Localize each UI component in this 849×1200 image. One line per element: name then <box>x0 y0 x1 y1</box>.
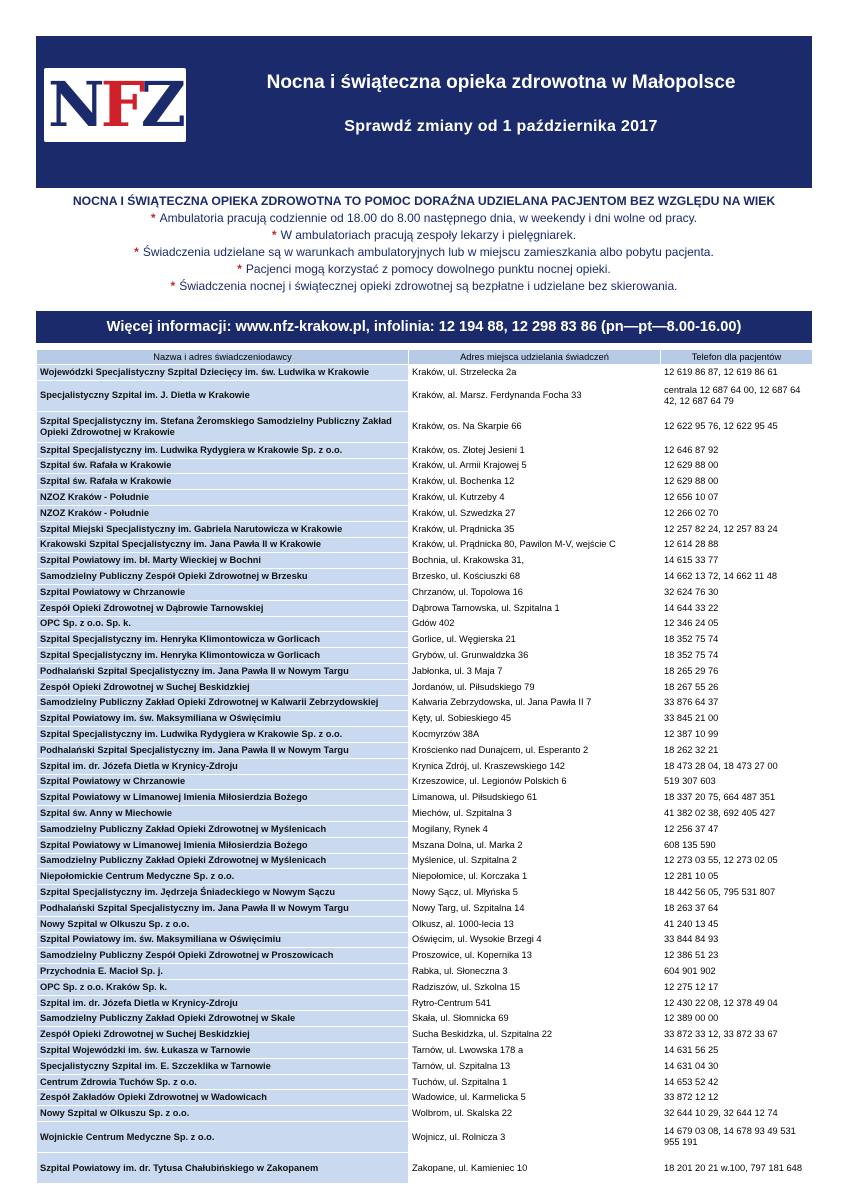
address-cell: Proszowice, ul. Kopernika 13 <box>409 948 661 964</box>
table-header-row <box>37 350 813 365</box>
table-row <box>37 1058 813 1074</box>
phone-cell: 18 263 37 64 <box>661 900 813 916</box>
address-cell: Oświęcim, ul. Wysokie Brzegi 4 <box>409 932 661 948</box>
info-point: * Ambulatoria pracują codziennie od 18.00 do 8.00 następnego dnia, w weekendy i dni wolne od pracy. <box>150 211 698 225</box>
name-cell: Samodzielny Publiczny Zakład Opieki Zdrowotnej w Myślenicach <box>37 853 409 869</box>
nfz-logo-text: NFZ <box>48 68 182 141</box>
address-cell: Gdów 402 <box>409 616 661 632</box>
name-cell: Szpital Powiatowy im. św. Maksymiliana w Oświęcimiu <box>37 932 409 948</box>
name-cell: Podhalański Szpital Specjalistyczny im. Jana Pawła II w Nowym Targu <box>37 900 409 916</box>
table-row <box>37 1011 813 1027</box>
phone-cell: 12 646 87 92 <box>661 442 813 458</box>
nfz-logo <box>44 68 186 142</box>
address-cell: Kęty, ul. Sobieskiego 45 <box>409 711 661 727</box>
phone-cell: 18 442 56 05, 795 531 807 <box>661 885 813 901</box>
address-cell: Chrzanów, ul. Topolowa 16 <box>409 584 661 600</box>
name-cell: Samodzielny Publiczny Zakład Opieki Zdrowotnej w Skale <box>37 1011 409 1027</box>
column-header-phone: Telefon dla pacjentów <box>661 350 813 365</box>
star-icon: * <box>237 262 242 276</box>
address-cell: Krzeszowice, ul. Legionów Polskich 6 <box>409 774 661 790</box>
table-row <box>37 979 813 995</box>
address-cell: Mogilany, Rynek 4 <box>409 821 661 837</box>
name-cell: Przychodnia E. Macioł Sp. j. <box>37 964 409 980</box>
address-cell: Brzesko, ul. Kościuszki 68 <box>409 569 661 585</box>
table-body <box>37 365 813 1184</box>
table-row <box>37 648 813 664</box>
table-row <box>37 632 813 648</box>
table-row <box>37 1074 813 1090</box>
name-cell: Centrum Zdrowia Tuchów Sp. z o.o. <box>37 1074 409 1090</box>
name-cell: Szpital Wojewódzki im. św. Łukasza w Tarnowie <box>37 1043 409 1059</box>
address-cell: Nowy Targ, ul. Szpitalna 14 <box>409 900 661 916</box>
phone-cell: 14 679 03 08, 14 678 93 49 531 955 191 <box>661 1122 813 1153</box>
table-row <box>37 806 813 822</box>
address-cell: Niepołomice, ul. Korczaka 1 <box>409 869 661 885</box>
phone-cell: 14 644 33 22 <box>661 600 813 616</box>
name-cell: Szpital Powiatowy im. bł. Marty Wieckiej w Bochni <box>37 553 409 569</box>
table-row <box>37 995 813 1011</box>
address-cell: Rabka, ul. Słoneczna 3 <box>409 964 661 980</box>
address-cell: Jabłonka, ul. 3 Maja 7 <box>409 663 661 679</box>
name-cell: NZOZ Kraków - Południe <box>37 505 409 521</box>
name-cell: Szpital Miejski Specjalistyczny im. Gabriela Narutowicza w Krakowie <box>37 521 409 537</box>
name-cell: Szpital im. dr. Józefa Dietla w Krynicy-Zdroju <box>37 758 409 774</box>
header-banner <box>36 36 812 188</box>
table-row <box>37 521 813 537</box>
address-cell: Kraków, os. Na Skarpie 66 <box>409 411 661 442</box>
name-cell: Szpital Powiatowy im. św. Maksymiliana w Oświęcimiu <box>37 711 409 727</box>
phone-cell: 33 845 21 00 <box>661 711 813 727</box>
phone-cell: 14 631 04 30 <box>661 1058 813 1074</box>
name-cell: Specjalistyczny Szpital im. E. Szczeklika w Tarnowie <box>37 1058 409 1074</box>
table-row <box>37 821 813 837</box>
phone-cell: 12 387 10 99 <box>661 727 813 743</box>
table-row <box>37 758 813 774</box>
facilities-table <box>36 349 813 1184</box>
name-cell: Szpital Powiatowy w Limanowej Imienia Miłosierdzia Bożego <box>37 837 409 853</box>
address-cell: Krynica Zdrój, ul. Kraszewskiego 142 <box>409 758 661 774</box>
table-row <box>37 964 813 980</box>
phone-cell: 18 265 29 76 <box>661 663 813 679</box>
address-cell: Kraków, al. Marsz. Ferdynanda Focha 33 <box>409 380 661 411</box>
address-cell: Tarnów, ul. Szpitalna 13 <box>409 1058 661 1074</box>
address-cell: Miechów, ul. Szpitalna 3 <box>409 806 661 822</box>
table-row <box>37 711 813 727</box>
table-row <box>37 584 813 600</box>
address-cell: Jordanów, ul. Piłsudskiego 79 <box>409 679 661 695</box>
phone-cell: 14 631 56 25 <box>661 1043 813 1059</box>
phone-cell: 12 256 37 47 <box>661 821 813 837</box>
name-cell: Podhalański Szpital Specjalistyczny im. Jana Pawła II w Nowym Targu <box>37 742 409 758</box>
table-row <box>37 948 813 964</box>
phone-cell: 12 389 00 00 <box>661 1011 813 1027</box>
name-cell: Krakowski Szpital Specjalistyczny im. Jana Pawła II w Krakowie <box>37 537 409 553</box>
address-cell: Tuchów, ul. Szpitalna 1 <box>409 1074 661 1090</box>
address-cell: Sucha Beskidzka, ul. Szpitalna 22 <box>409 1027 661 1043</box>
name-cell: Samodzielny Publiczny Zespół Opieki Zdrowotnej w Brzesku <box>37 569 409 585</box>
table-row <box>37 505 813 521</box>
phone-cell: 12 346 24 05 <box>661 616 813 632</box>
table-row <box>37 616 813 632</box>
address-cell: Kraków, ul. Kutrzeby 4 <box>409 490 661 506</box>
address-cell: Limanowa, ul. Piłsudskiego 61 <box>409 790 661 806</box>
name-cell: Wojnickie Centrum Medyczne Sp. z o.o. <box>37 1122 409 1153</box>
table-row <box>37 380 813 411</box>
phone-cell: 12 619 86 87, 12 619 86 61 <box>661 365 813 381</box>
phone-cell: 604 901 902 <box>661 964 813 980</box>
address-cell: Kraków, ul. Prądnicka 35 <box>409 521 661 537</box>
phone-cell: 12 266 02 70 <box>661 505 813 521</box>
name-cell: Niepołomickie Centrum Medyczne Sp. z o.o. <box>37 869 409 885</box>
table-row <box>37 1122 813 1153</box>
phone-cell: 12 622 95 76, 12 622 95 45 <box>661 411 813 442</box>
table-row <box>37 490 813 506</box>
phone-cell: 18 267 55 26 <box>661 679 813 695</box>
address-cell: Kraków, ul. Prądnicka 80, Pawilon M-V, wejście C <box>409 537 661 553</box>
phone-cell: 32 624 76 30 <box>661 584 813 600</box>
address-cell: Kocmyrzów 38A <box>409 727 661 743</box>
name-cell: Szpital Powiatowy w Chrzanowie <box>37 774 409 790</box>
table-row <box>37 790 813 806</box>
table-row <box>37 916 813 932</box>
name-cell: Szpital Specjalistyczny im. Stefana Żeromskiego Samodzielny Publiczny Zakład Opieki Zdrowotnej w Krakowie <box>37 411 409 442</box>
address-cell: Mszana Dolna, ul. Marka 2 <box>409 837 661 853</box>
table-row <box>37 679 813 695</box>
table-row <box>37 553 813 569</box>
page-subtitle: Sprawdź zmiany od 1 października 2017 <box>344 118 658 135</box>
table-row <box>37 885 813 901</box>
name-cell: Szpital Specjalistyczny im. Henryka Klimontowicza w Gorlicach <box>37 648 409 664</box>
column-header-address: Adres miejsca udzielania świadczeń <box>409 350 661 365</box>
phone-cell: 12 629 88 00 <box>661 458 813 474</box>
page-title: Nocna i świąteczna opieka zdrowotna w Małopolsce <box>266 72 736 93</box>
table-row <box>37 1090 813 1106</box>
table-row <box>37 932 813 948</box>
table-row <box>37 1153 813 1184</box>
name-cell: Podhalański Szpital Specjalistyczny im. Jana Pawła II w Nowym Targu <box>37 663 409 679</box>
table-row <box>37 695 813 711</box>
name-cell: Szpital im. dr. Józefa Dietla w Krynicy-Zdroju <box>37 995 409 1011</box>
name-cell: Zespół Opieki Zdrowotnej w Dąbrowie Tarnowskiej <box>37 600 409 616</box>
name-cell: Szpital Powiatowy w Chrzanowie <box>37 584 409 600</box>
address-cell: Tarnów, ul. Lwowska 178 a <box>409 1043 661 1059</box>
phone-cell: 14 615 33 77 <box>661 553 813 569</box>
table-row <box>37 774 813 790</box>
phone-cell: 33 844 84 93 <box>661 932 813 948</box>
table-row <box>37 474 813 490</box>
address-cell: Kraków, ul. Szwedzka 27 <box>409 505 661 521</box>
table-row <box>37 742 813 758</box>
phone-cell: 33 872 33 12, 33 872 33 67 <box>661 1027 813 1043</box>
info-point: * Pacjenci mogą korzystać z pomocy dowolnego punktu nocnej opieki. <box>237 262 611 276</box>
address-cell: Skała, ul. Słomnicka 69 <box>409 1011 661 1027</box>
phone-cell: 12 273 03 55, 12 273 02 05 <box>661 853 813 869</box>
address-cell: Wolbrom, ul. Skalska 22 <box>409 1106 661 1122</box>
phone-cell: 12 281 10 05 <box>661 869 813 885</box>
address-cell: Wadowice, ul. Karmelicka 5 <box>409 1090 661 1106</box>
phone-cell: 32 644 10 29, 32 644 12 74 <box>661 1106 813 1122</box>
address-cell: Zakopane, ul. Kamieniec 10 <box>409 1153 661 1184</box>
name-cell: Zespół Zakładów Opieki Zdrowotnej w Wadowicach <box>37 1090 409 1106</box>
name-cell: Samodzielny Publiczny Zespół Opieki Zdrowotnej w Proszowicach <box>37 948 409 964</box>
phone-cell: 41 382 02 38, 692 405 427 <box>661 806 813 822</box>
address-cell: Kalwaria Zebrzydowska, ul. Jana Pawła II 7 <box>409 695 661 711</box>
star-icon: * <box>150 211 156 225</box>
address-cell: Myślenice, ul. Szpitalna 2 <box>409 853 661 869</box>
table-row <box>37 1043 813 1059</box>
phone-cell: 33 872 12 12 <box>661 1090 813 1106</box>
address-cell: Kraków, ul. Bochenka 12 <box>409 474 661 490</box>
name-cell: Szpital Powiatowy im. dr. Tytusa Chałubińskiego w Zakopanem <box>37 1153 409 1184</box>
table-row <box>37 727 813 743</box>
name-cell: Nowy Szpital w Olkuszu Sp. z o.o. <box>37 1106 409 1122</box>
star-icon: * <box>271 228 277 242</box>
address-cell: Kraków, ul. Strzelecka 2a <box>409 365 661 381</box>
table-row <box>37 537 813 553</box>
table-row <box>37 365 813 381</box>
name-cell: Szpital św. Anny w Miechowie <box>37 806 409 822</box>
name-cell: Wojewódzki Specjalistyczny Szpital Dziecięcy im. św. Ludwika w Krakowie <box>37 365 409 381</box>
address-cell: Dąbrowa Tarnowska, ul. Szpitalna 1 <box>409 600 661 616</box>
address-cell: Nowy Sącz, ul. Młyńska 5 <box>409 885 661 901</box>
address-cell: Olkusz, al. 1000-lecia 13 <box>409 916 661 932</box>
phone-cell: 18 352 75 74 <box>661 648 813 664</box>
address-cell: Gorlice, ul. Węgierska 21 <box>409 632 661 648</box>
phone-cell: 12 386 51 23 <box>661 948 813 964</box>
name-cell: Szpital Powiatowy w Limanowej Imienia Miłosierdzia Bożego <box>37 790 409 806</box>
name-cell: Samodzielny Publiczny Zakład Opieki Zdrowotnej w Myślenicach <box>37 821 409 837</box>
name-cell: Nowy Szpital w Olkuszu Sp. z o.o. <box>37 916 409 932</box>
address-cell: Kraków, ul. Armii Krajowej 5 <box>409 458 661 474</box>
phone-cell: 18 201 20 21 w.100, 797 181 648 <box>661 1153 813 1184</box>
name-cell: Szpital Specjalistyczny im. Ludwika Rydygiera w Krakowie Sp. z o.o. <box>37 442 409 458</box>
address-cell: Kraków, os. Złotej Jesieni 1 <box>409 442 661 458</box>
phone-cell: 33 876 64 37 <box>661 695 813 711</box>
table-row <box>37 569 813 585</box>
phone-cell: 12 430 22 08, 12 378 49 04 <box>661 995 813 1011</box>
address-cell: Wojnicz, ul. Rolnicza 3 <box>409 1122 661 1153</box>
phone-cell: 608 135 590 <box>661 837 813 853</box>
phone-cell: 18 337 20 75, 664 487 351 <box>661 790 813 806</box>
name-cell: Szpital Specjalistyczny im. Henryka Klimontowicza w Gorlicach <box>37 632 409 648</box>
info-section <box>36 193 812 295</box>
phone-cell: 18 262 32 21 <box>661 742 813 758</box>
name-cell: Szpital Specjalistyczny im. Ludwika Rydygiera w Krakowie Sp. z o.o. <box>37 727 409 743</box>
table-row <box>37 411 813 442</box>
star-icon: * <box>134 245 139 259</box>
phone-cell: 14 662 13 72, 14 662 11 48 <box>661 569 813 585</box>
info-point: * Świadczenia udzielane są w warunkach ambulatoryjnych lub w miejscu zamieszkania albo pobytu pacjenta. <box>134 245 714 259</box>
phone-cell: 18 473 28 04, 18 473 27 00 <box>661 758 813 774</box>
name-cell: Szpital św. Rafała w Krakowie <box>37 474 409 490</box>
phone-cell: 519 307 603 <box>661 774 813 790</box>
info-point: * Świadczenia nocnej i świątecznej opieki zdrowotnej są bezpłatne i udzielane bez skierowania. <box>170 279 678 293</box>
name-cell: OPC Sp. z o.o. Kraków Sp. k. <box>37 979 409 995</box>
phone-cell: 41 240 13 45 <box>661 916 813 932</box>
name-cell: NZOZ Kraków - Południe <box>37 490 409 506</box>
name-cell: Specjalistyczny Szpital im. J. Dietla w Krakowie <box>37 380 409 411</box>
table-row <box>37 663 813 679</box>
name-cell: Szpital św. Rafała w Krakowie <box>37 458 409 474</box>
more-info-bar: Więcej informacji: www.nfz-krakow.pl, infolinia: 12 194 88, 12 298 83 86 (pn—pt—8.00-16.00) <box>36 311 812 343</box>
table-row <box>37 1106 813 1122</box>
phone-cell: 12 257 82 24, 12 257 83 24 <box>661 521 813 537</box>
phone-cell: 12 614 28 88 <box>661 537 813 553</box>
table-row <box>37 442 813 458</box>
info-point: * W ambulatoriach pracują zespoły lekarzy i pielęgniarek. <box>271 228 577 242</box>
name-cell: Samodzielny Publiczny Zakład Opieki Zdrowotnej w Kalwarii Zebrzydowskiej <box>37 695 409 711</box>
table-row <box>37 900 813 916</box>
name-cell: Zespół Opieki Zdrowotnej w Suchej Beskidzkiej <box>37 1027 409 1043</box>
name-cell: Zespół Opieki Zdrowotnej w Suchej Beskidzkiej <box>37 679 409 695</box>
table-row <box>37 600 813 616</box>
table-row <box>37 458 813 474</box>
name-cell: Szpital Specjalistyczny im. Jędrzeja Śniadeckiego w Nowym Sączu <box>37 885 409 901</box>
address-cell: Krościenko nad Dunajcem, ul. Esperanto 2 <box>409 742 661 758</box>
address-cell: Bochnia, ul. Krakowska 31, <box>409 553 661 569</box>
phone-cell: 14 653 52 42 <box>661 1074 813 1090</box>
info-lead: NOCNA I ŚWIĄTECZNA OPIEKA ZDROWOTNA TO POMOC DORAŹNA UDZIELANA PACJENTOM BEZ WZGLĘDU NA WIEK <box>72 194 776 208</box>
table-row <box>37 869 813 885</box>
name-cell: OPC Sp. z o.o. Sp. k. <box>37 616 409 632</box>
phone-cell: 12 629 88 00 <box>661 474 813 490</box>
table-row <box>37 837 813 853</box>
column-header-name: Nazwa i adres świadczeniodawcy <box>37 350 409 365</box>
address-cell: Rytro-Centrum 541 <box>409 995 661 1011</box>
phone-cell: 12 656 10 07 <box>661 490 813 506</box>
phone-cell: centrala 12 687 64 00, 12 687 64 42, 12 687 64 79 <box>661 380 813 411</box>
table-row <box>37 853 813 869</box>
phone-cell: 12 275 12 17 <box>661 979 813 995</box>
table-row <box>37 1027 813 1043</box>
phone-cell: 18 352 75 74 <box>661 632 813 648</box>
address-cell: Radziszów, ul. Szkolna 15 <box>409 979 661 995</box>
address-cell: Grybów, ul. Grunwaldzka 36 <box>409 648 661 664</box>
star-icon: * <box>170 279 176 293</box>
